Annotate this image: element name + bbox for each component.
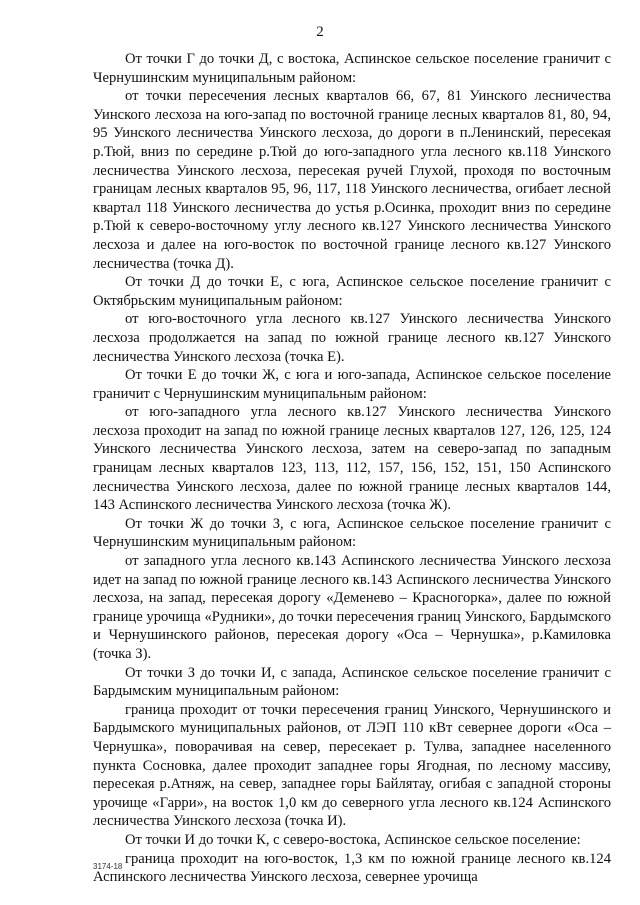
paragraph-zh-z-intro: От точки Ж до точки З, с юга, Аспинское сельское поселение граничит с Чернушинским муниципальным районом: [93, 515, 611, 551]
paragraph-i-k-description: граница проходит на юго-восток, 1,3 км по южной границе лесного кв.124 Аспинского лесничества Уинского лесхоза, севернее урочища [93, 850, 611, 886]
page-number: 2 [316, 24, 324, 40]
paragraph-zh-z-description: от западного угла лесного кв.143 Аспинского лесничества Уинского лесхоза идет на запад по южной границе лесного кв.143 Аспинского лесничества Уинского лесхоза, на запад, пересекая дорогу «Деменево – Красногорка», далее по южной границе урочища «Рудники», до точки пересечения границ Уинского, Бардымского и Чернушинского районов, пересекая дорогу «Оса – Чернушка», р.Камиловка (точка З). [93, 553, 611, 662]
paragraph-z-i-description: граница проходит от точки пересечения границ Уинского, Чернушинского и Бардымского муниципальных районов, от ЛЭП 110 кВт севернее дороги «Оса – Чернушка», поворачивая на север, пересекает р. Тулва, западнее населенного пункта Сосновка, далее проходит западнее горы Ягодная, по лесному массиву, пересекая р.Атняж, на север, западнее горы Байлятау, огибая с западной стороны урочище «Гарри», на восток 1,0 км до северного угла лесного кв.124 Аспинского лесничества Уинского лесхоза (точка И). [93, 701, 611, 830]
document-code: 3174-18 [93, 862, 123, 871]
paragraph-d-e-description: от юго-восточного угла лесного кв.127 Уинского лесничества Уинского лесхоза продолжается на запад по южной границе лесного кв.127 Уинского лесничества Уинского лесхоза (точка Е). [93, 311, 611, 365]
paragraph-z-i-intro: От точки З до точки И, с запада, Аспинское сельское поселение граничит с Бардымским муниципальным районом: [93, 664, 611, 700]
paragraph-d-e-intro: От точки Д до точки Е, с юга, Аспинское сельское поселение граничит с Октябрьским муниципальным районом: [93, 274, 611, 309]
paragraph-e-zh-intro: От точки Е до точки Ж, с юга и юго-запада, Аспинское сельское поселение граничит с Чернушинским муниципальным районом: [93, 367, 611, 402]
paragraph-g-d-description: от точки пересечения лесных кварталов 66, 67, 81 Уинского лесничества Уинского лесхоза на юго-запад по восточной границе лесных кварталов 81, 80, 94, 95 Уинского лесничества Уинского лесхоза, до дороги в п.Ленинский, пересекая р.Тюй, вниз по середине р.Тюй до юго-западного угла лесного кв.118 Уинского лесничества Уинского лесхоза, пересекая ручей Глухой, проходя по восточным границам лесных кварталов 95, 96, 117, 118 Уинского лесничества, огибает лесной квартал 118 Уинского лесничества до устья р.Осинка, проходит вниз по середине р.Тюй к северо-восточному углу лесного кв.127 Уинского лесничества Уинского лесхоза и далее на юго-восток по восточной границе лесного кв.127 Уинского лесничества (точка Д). [93, 88, 611, 272]
paragraph-e-zh-description: от юго-западного угла лесного кв.127 Уинского лесничества Уинского лесхоза проходит на запад по южной границе лесных кварталов 127, 126, 125, 124 Уинского лесничества Уинского лесхоза, затем на северо-запад по западным границам лесных кварталов 123, 113, 112, 157, 156, 152, 151, 150 Аспинского лесничества Уинского лесхоза, далее по южной границе лесных кварталов 144, 143 Аспинского лесничества Уинского лесхоза (точка Ж). [93, 404, 611, 514]
document-body [93, 50, 611, 887]
paragraph-i-k-intro: От точки И до точки К, с северо-востока, Аспинское сельское поселение: [125, 831, 581, 848]
paragraph-g-d-intro: От точки Г до точки Д, с востока, Аспинское сельское поселение граничит с Чернушинским муниципальным районом: [93, 51, 611, 86]
